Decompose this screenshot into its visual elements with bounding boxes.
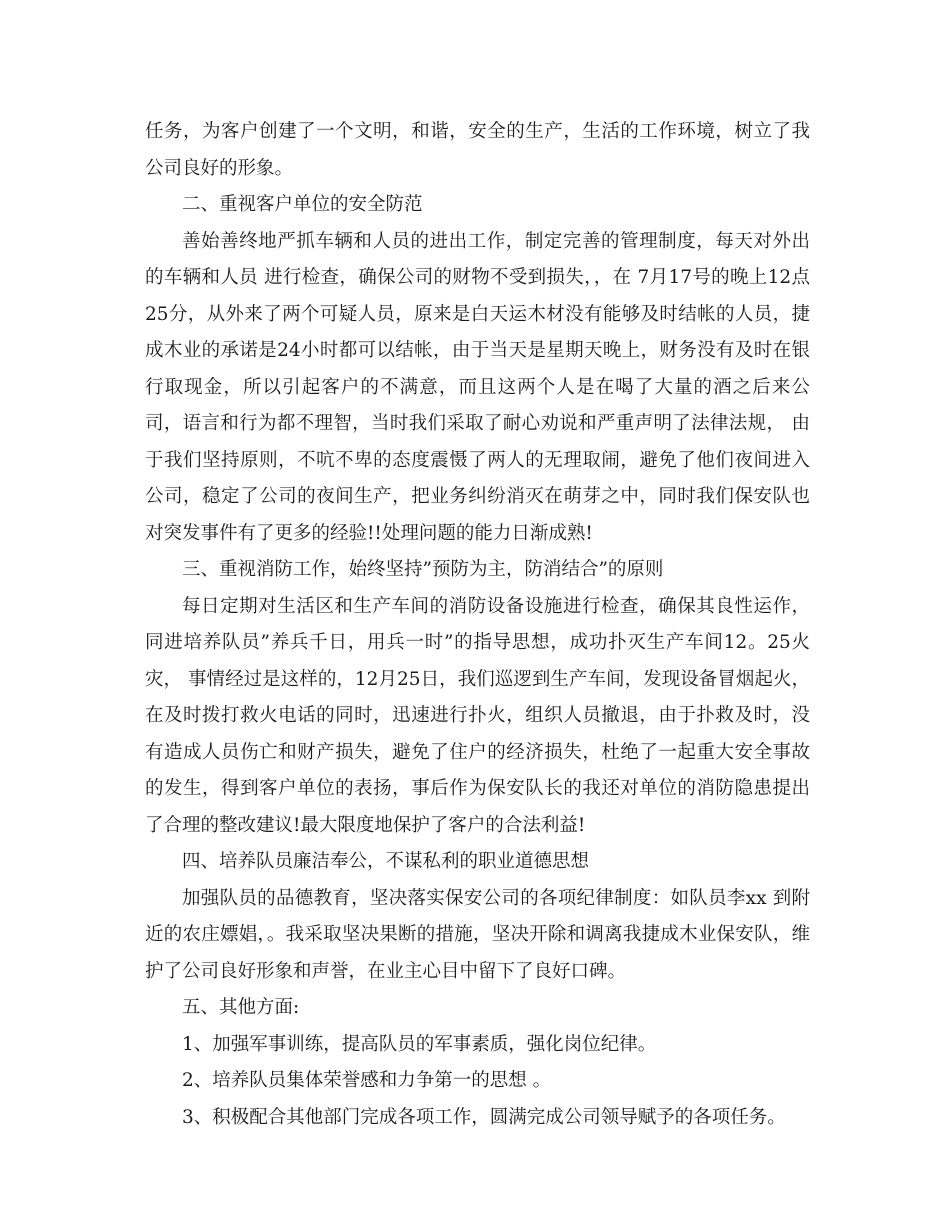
paragraph-continuation: 任务，为客户创建了一个文明，和谐，安全的生产，生活的工作环境，树立了我公司良好的形象。 <box>145 121 810 179</box>
paragraph-ethics: 加强队员的品德教育，坚决落实保安公司的各项纪律制度：如队员李xx 到附近的农庄嫖娼，。我采取坚决果断的措施，坚决开除和调离我捷成木业保安队，维护了公司良好形象和声誉，在业主心目中留下了良好口碑。 <box>145 887 810 982</box>
paragraph-security: 善始善终地严抓车辆和人员的进出工作，制定完善的管理制度，每天对外出的车辆和人员 进行检查，确保公司的财物不受到损失，，在 7月17号的晚上12点25分，从外来了两个可疑人员，原来是白天运木材没有能够及时结帐的人员，捷成木业的承诺是24小时都可以结帐，由于当天是星期天晚上，财务没有及时在银行取现金，所以引起客户的不满意，而且这两个人是在喝了大量的酒之后来公司，语言和行为都不理智，当时我们采取了耐心劝说和严重声明了法律法规， 由于我们坚持原则，不吭不卑的态度震慑了两人的无理取闹，避免了他们夜间进入公司，稳定了公司的夜间生产，把业务纠纷消灭在萌芽之中，同时我们保安队也对突发事件有了更多的经验!!处理问题的能力日渐成熟! <box>145 230 810 544</box>
section-heading-2: 二、重视客户单位的安全防范 <box>182 194 423 215</box>
list-item: 1、加强军事训练，提高队员的军事素质，强化岗位纪律。 <box>182 1033 657 1055</box>
section-heading-4: 四、培养队员廉洁奉公，不谋私利的职业道德思想 <box>182 851 590 872</box>
section-heading-5: 五、其他方面: <box>182 997 300 1018</box>
list-item: 2、培养队员集体荣誉感和力争第一的思想 。 <box>182 1070 552 1091</box>
list-item: 3、积极配合其他部门完成各项工作，圆满完成公司领导赋予的各项任务。 <box>182 1106 786 1128</box>
section-heading-3: 三、重视消防工作，始终坚持”预防为主，防消结合”的原则 <box>182 559 664 580</box>
paragraph-fire-safety: 每日定期对生活区和生产车间的消防设备设施进行检查，确保其良性运作，同进培养队员”养兵千日，用兵一时”的指导思想，成功扑灭生产车间12。25火灾， 事情经过是这样的，12月25日，我们巡逻到生产车间，发现设备冒烟起火，在及时拨打救火电话的同时，迅速进行扑火，组织人员撤退，由于扑救及时，没有造成人员伤亡和财产损失，避免了住户的经济损失，杜绝了一起重大安全事故的发生，得到客户单位的表扬，事后作为保安队长的我还对单位的消防隐患提出了合理的整改建议!最大限度地保护了客户的合法利益! <box>145 595 810 836</box>
document-body <box>145 114 810 1136</box>
